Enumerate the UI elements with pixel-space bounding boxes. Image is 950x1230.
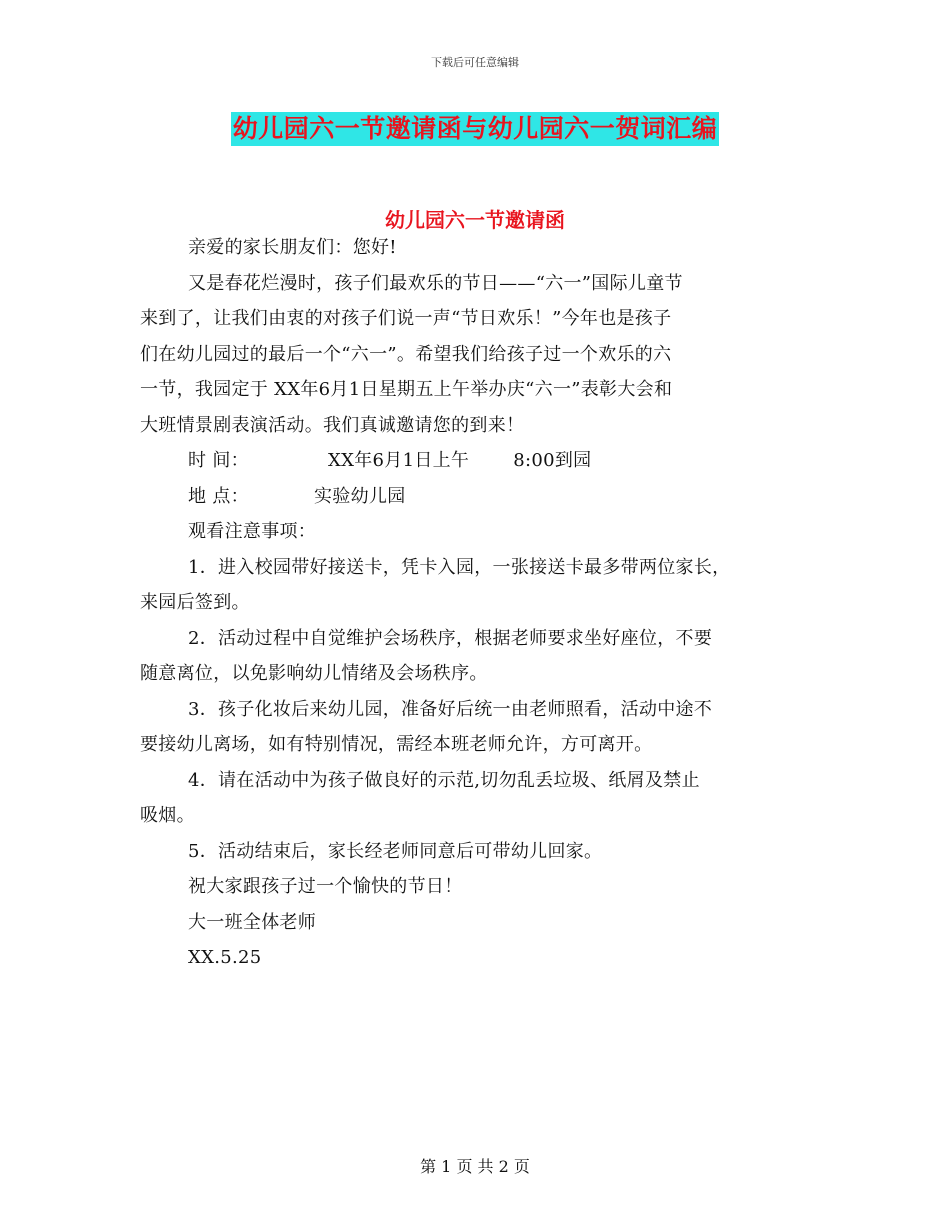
time-row [140,443,820,479]
note-item-4: 4．请在活动中为孩子做良好的示范,切勿乱丢垃圾、纸屑及禁止 [188,769,700,791]
intro-line: 又是春花烂漫时，孩子们最欢乐的节日——“六一”国际儿童节 [188,272,683,294]
signature: 大一班全体老师 [188,911,317,933]
time-label: 时 间： [188,450,249,471]
greeting: 亲爱的家长朋友们：您好! [188,237,397,258]
place-row [140,479,820,515]
note-item-2: 2．活动过程中自觉维护会场秩序，根据老师要求坐好座位，不要 [188,627,713,649]
note-item-1: 1．进入校园带好接送卡，凭卡入园，一张接送卡最多带两位家长， [188,556,731,578]
place-label: 地 点： [188,485,249,507]
notes-heading: 观看注意事项： [188,521,317,542]
letter-date: XX.5.25 [188,947,262,968]
note-item-5: 5．活动结束后，家长经老师同意后可带幼儿回家。 [188,840,603,862]
header-note: 下载后可任意编辑 [431,56,519,69]
note-item-2-cont: 随意离位，以免影响幼儿情绪及会场秩序。 [140,663,488,684]
intro-line: 们在幼儿园过的最后一个“六一”。希望我们给孩子过一个欢乐的六 [140,343,672,365]
note-item-3: 3．孩子化妆后来幼儿园，准备好后统一由老师照看，活动中途不 [188,698,713,720]
document-title-wrap [0,112,950,146]
document-title: 幼儿园六一节邀请函与幼儿园六一贺词汇编 [231,112,720,146]
note-item-3-cont: 要接幼儿离场，如有特别情况，需经本班老师允许，方可离开。 [140,734,653,755]
time-date: XX年6月1日上午 [328,450,470,471]
intro-line: 大班情景剧表演活动。我们真诚邀请您的到来！ [140,414,525,436]
note-item-4-cont: 吸烟。 [140,805,195,826]
note-item-1-cont: 来园后签到。 [140,592,250,613]
intro-line: 来到了，让我们由衷的对孩子们说一声“节日欢乐！”今年也是孩子 [140,308,672,329]
place-value: 实验幼儿园 [314,485,406,507]
page-footer: 第 1 页 共 2 页 [420,1157,530,1176]
section-title: 幼儿园六一节邀请函 [385,208,565,232]
letter-body [140,230,820,976]
time-clock: 8:00到园 [513,450,592,471]
intro-line: 一节，我园定于 XX年6月1日星期五上午举办庆“六一”表彰大会和 [140,379,673,400]
closing-line: 祝大家跟孩子过一个愉快的节日！ [188,876,463,897]
